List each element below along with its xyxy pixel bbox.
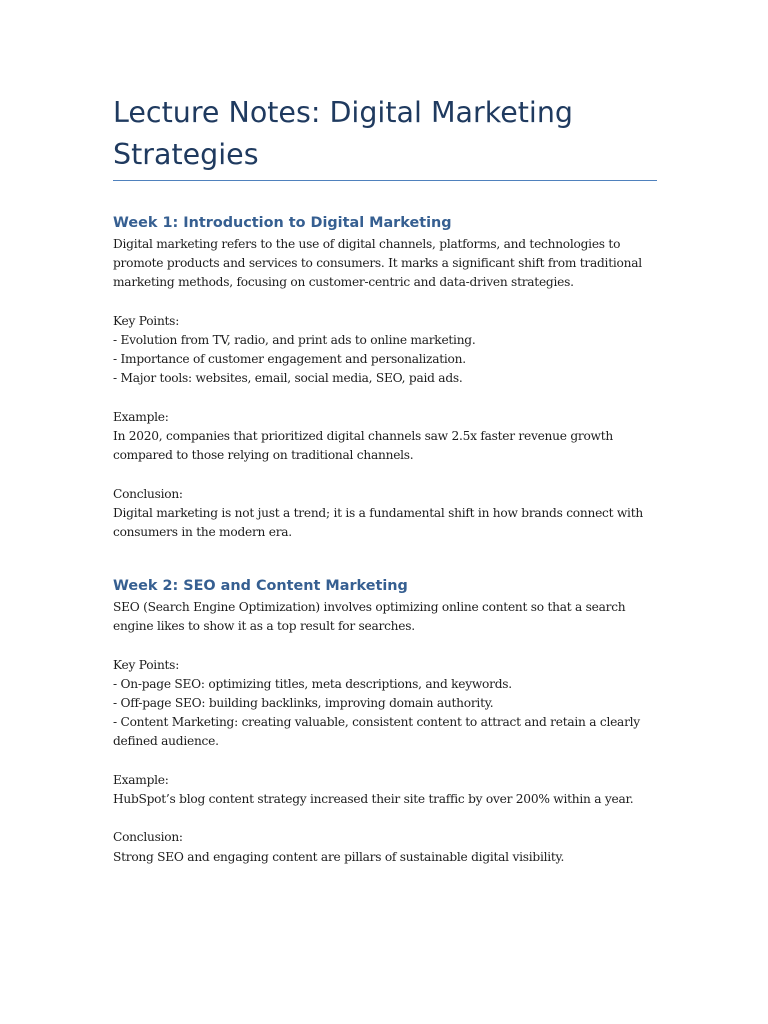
section-heading: Week 1: Introduction to Digital Marketing xyxy=(113,215,452,231)
conclusion-text: Digital marketing is not just a trend; it is a fundamental shift in how brands connect with consumers in the modern era. xyxy=(113,505,643,539)
paragraph-gap xyxy=(113,636,648,655)
document-title: Lecture Notes: Digital Marketing Strategies xyxy=(113,96,574,171)
example-text: In 2020, companies that prioritized digital channels saw 2.5x faster revenue growth compared to those relying on traditional channels. xyxy=(113,429,613,463)
key-point-item: - Evolution from TV, radio, and print ads to online marketing. xyxy=(113,333,476,347)
paragraph-gap xyxy=(113,293,648,312)
paragraph-gap xyxy=(113,752,648,771)
key-points-label: Key Points: xyxy=(113,313,180,328)
paragraph-gap xyxy=(113,389,648,408)
example-label: Example: xyxy=(113,409,169,424)
paragraph-gap xyxy=(113,465,648,484)
key-point-item: - Off-page SEO: building backlinks, improving domain authority. xyxy=(113,696,494,710)
example-text: HubSpot’s blog content strategy increased their site traffic by over 200% within a year. xyxy=(113,792,634,806)
example-label: Example: xyxy=(113,772,169,787)
section-week-1 xyxy=(113,214,648,542)
title-divider xyxy=(113,180,657,181)
key-points-label: Key Points: xyxy=(113,657,180,672)
section-intro: Digital marketing refers to the use of digital channels, platforms, and technologies to promote products and services to consumers. It marks a significant shift from traditional marketing methods, focusing on customer-centric and data-driven strategies. xyxy=(113,237,642,290)
conclusion-label: Conclusion: xyxy=(113,486,183,501)
key-point-item: - On-page SEO: optimizing titles, meta descriptions, and keywords. xyxy=(113,676,512,691)
conclusion-label: Conclusion: xyxy=(113,830,183,845)
section-intro: SEO (Search Engine Optimization) involves optimizing online content so that a search engine likes to show it as a top result for searches. xyxy=(113,600,626,634)
section-heading: Week 2: SEO and Content Marketing xyxy=(113,578,408,594)
paragraph-gap xyxy=(113,809,648,828)
key-point-item: - Major tools: websites, email, social media, SEO, paid ads. xyxy=(113,371,463,386)
section-week-2 xyxy=(113,577,648,867)
conclusion-text: Strong SEO and engaging content are pillars of sustainable digital visibility. xyxy=(113,849,565,864)
key-point-item: - Content Marketing: creating valuable, consistent content to attract and retain a clearly defined audience. xyxy=(113,715,640,749)
key-point-item: - Importance of customer engagement and personalization. xyxy=(113,352,466,367)
